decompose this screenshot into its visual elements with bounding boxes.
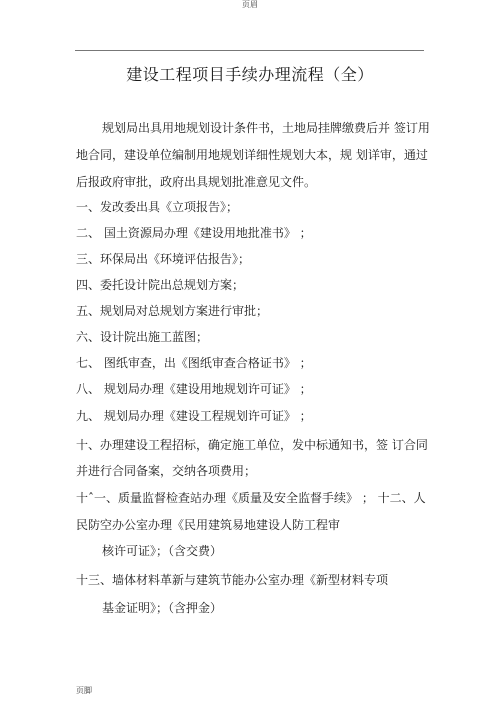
step-6: 六、设计院出施工蓝图； xyxy=(76,330,209,344)
step-12-line-1: 民防空办公室办理《民用建筑易地建设人防工程审 xyxy=(76,518,341,532)
step-13-line-2: 基金证明》；（含押金） xyxy=(102,601,223,615)
step-2: 二、 国土资源局办理《建设用地批准书》 ； xyxy=(76,226,312,240)
step-11-line-1: 十ˆ一、质量监督检查站办理《质量及安全监督手续》 ； 十二、人 xyxy=(76,491,426,505)
step-5: 五、规划局对总规划方案进行审批； xyxy=(76,304,269,318)
step-8: 八、 规划局办理《建设用地规划许可证》 ； xyxy=(76,382,312,396)
step-3: 三、环保局出《环境评估报告》； xyxy=(76,252,251,266)
page-footer-label: 页脚 xyxy=(76,686,92,695)
intro-line-3: 后报政府审批，政府出具规划批准意见文件。 xyxy=(76,175,317,189)
step-10-line-1: 十、办理建设工程招标，确定施工单位，发中标通知书，签 订合同 xyxy=(76,438,428,452)
intro-line-2: 地合同，建设单位编制用地规划详细性规划大本，规 划详审，通过 xyxy=(76,148,428,162)
step-10-line-2: 并进行合同备案，交纳各项费用； xyxy=(76,464,257,478)
document-title: 建设工程项目手续办理流程（全） xyxy=(126,65,374,84)
step-4: 四、委托设计院出总规划方案； xyxy=(76,278,245,292)
step-7: 七、 图纸审查，出《图纸审查合格证书》 ； xyxy=(76,356,312,370)
step-9: 九、 规划局办理《建设工程规划许可证》 ； xyxy=(76,409,312,423)
step-13-line-1: 十三、墙体材料革新与建筑节能办公室办理《新型材料专项 xyxy=(76,573,389,587)
step-1: 一、发改委出具《立项报告》； xyxy=(76,200,239,214)
step-12-line-2: 核许可证》；（含交费） xyxy=(102,544,223,558)
header-divider xyxy=(75,50,424,51)
page-header-label: 页眉 xyxy=(242,0,258,9)
intro-line-1: 规划局出具用地规划设计条件书，土地局挂牌缴费后并 签订用 xyxy=(102,121,430,135)
